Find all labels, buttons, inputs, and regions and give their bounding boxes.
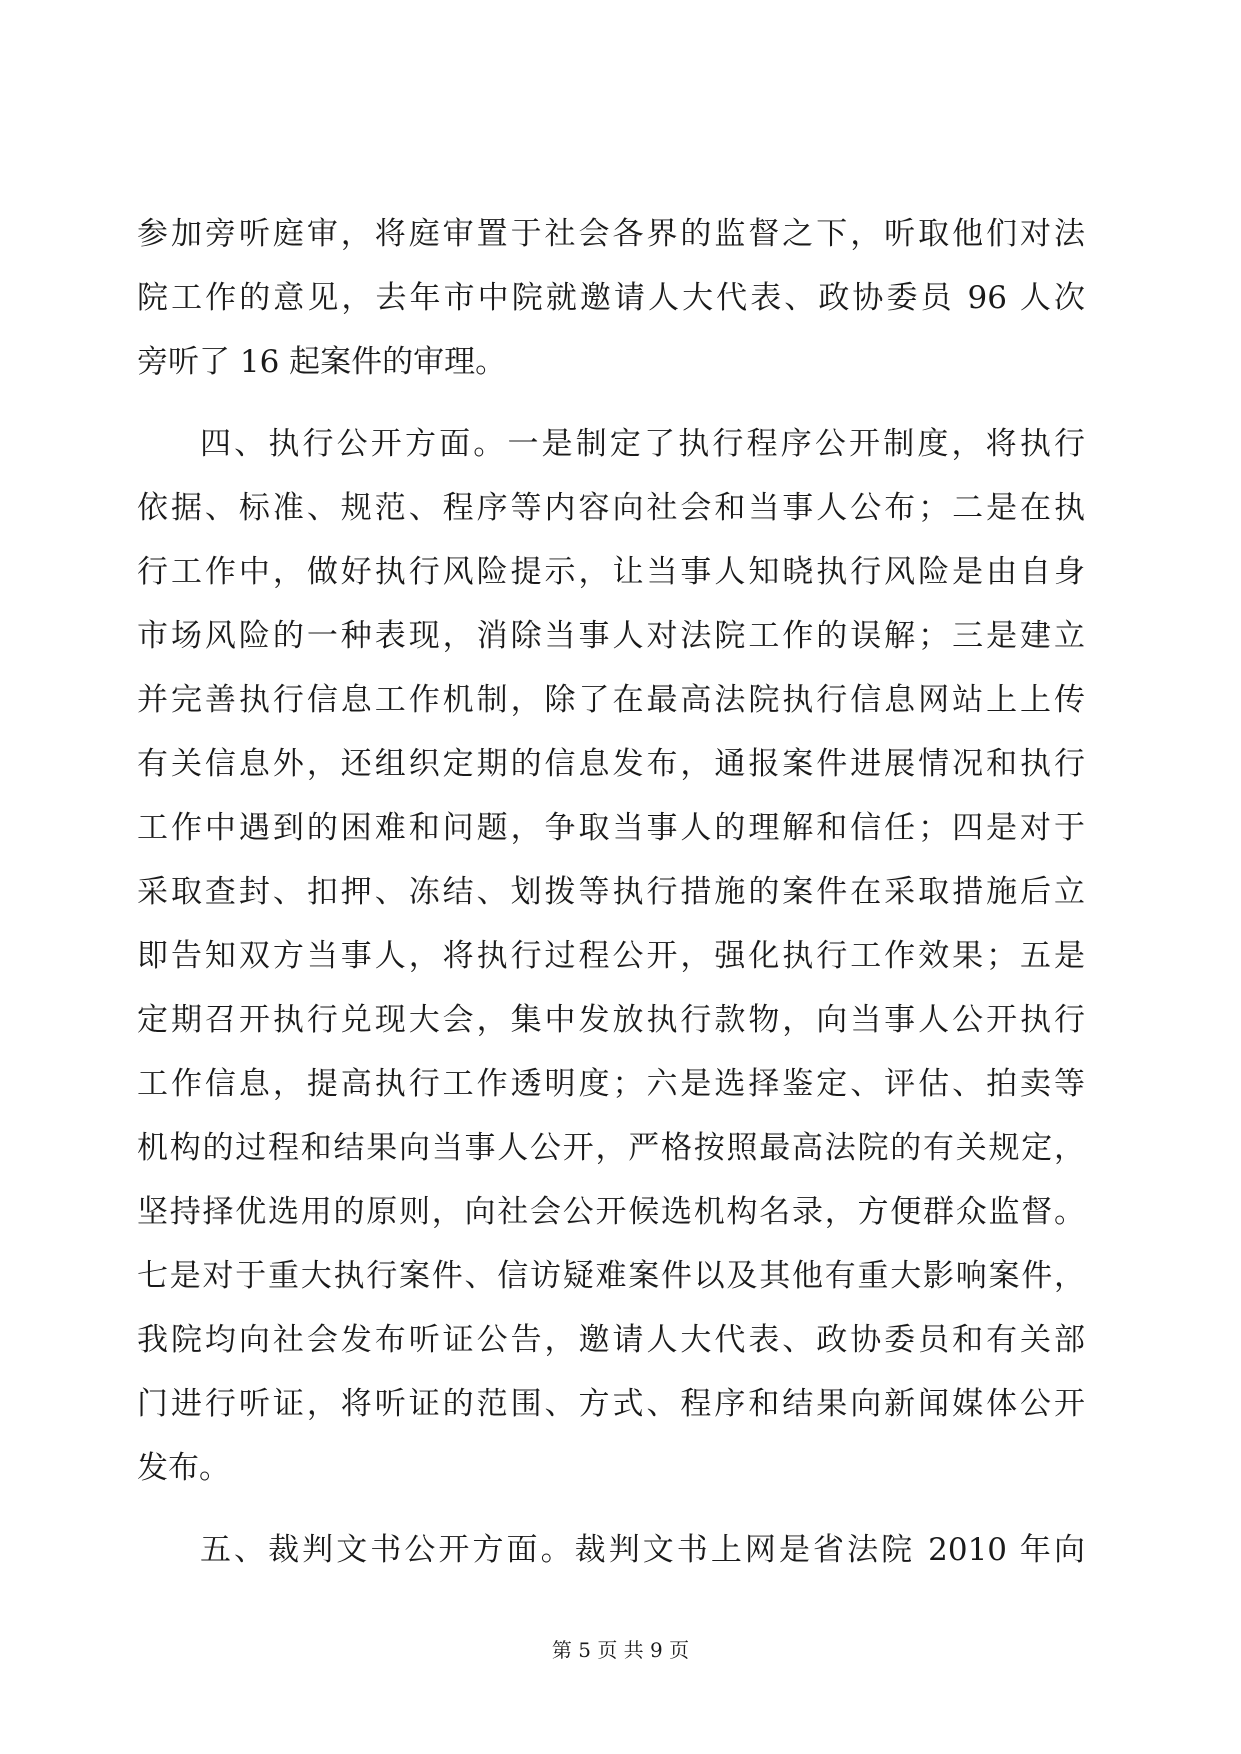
text-line: 依据、标准、规范、程序等内容向社会和当事人公布；二是在执	[137, 490, 1085, 526]
page-number: 第 5 页 共 9 页	[551, 1638, 690, 1662]
text-line: 工作信息，提高执行工作透明度；六是选择鉴定、评估、拍卖等	[137, 1066, 1085, 1102]
text-line: 并完善执行信息工作机制，除了在最高法院执行信息网站上上传	[137, 682, 1085, 718]
paragraph-start-line: 四、执行公开方面。一是制定了执行程序公开制度，将执行	[200, 426, 1085, 462]
text-line: 旁听了 16 起案件的审理。	[137, 344, 507, 380]
text-line: 参加旁听庭审，将庭审置于社会各界的监督之下，听取他们对法	[137, 216, 1085, 252]
text-line: 发布。	[137, 1450, 230, 1486]
text-line: 机构的过程和结果向当事人公开，严格按照最高法院的有关规定，	[137, 1130, 1085, 1166]
text-line: 七是对于重大执行案件、信访疑难案件以及其他有重大影响案件，	[137, 1258, 1085, 1294]
text-line: 我院均向社会发布听证公告，邀请人大代表、政协委员和有关部	[137, 1322, 1085, 1358]
text-line: 即告知双方当事人，将执行过程公开，强化执行工作效果；五是	[137, 938, 1085, 974]
text-line: 工作中遇到的困难和问题，争取当事人的理解和信任；四是对于	[137, 810, 1085, 846]
text-line: 行工作中，做好执行风险提示，让当事人知晓执行风险是由自身	[137, 554, 1085, 590]
text-line: 采取查封、扣押、冻结、划拨等执行措施的案件在采取措施后立	[137, 874, 1085, 910]
text-line: 市场风险的一种表现，消除当事人对法院工作的误解；三是建立	[137, 618, 1085, 654]
paragraph-start-line: 五、裁判文书公开方面。裁判文书上网是省法院 2010 年向	[200, 1532, 1085, 1568]
text-line: 坚持择优选用的原则，向社会公开候选机构名录，方便群众监督。	[137, 1194, 1085, 1230]
text-line: 门进行听证，将听证的范围、方式、程序和结果向新闻媒体公开	[137, 1386, 1085, 1422]
text-line: 院工作的意见，去年市中院就邀请人大代表、政协委员 96 人次	[137, 280, 1085, 316]
text-line: 有关信息外，还组织定期的信息发布，通报案件进展情况和执行	[137, 746, 1085, 782]
text-line: 定期召开执行兑现大会，集中发放执行款物，向当事人公开执行	[137, 1002, 1085, 1038]
